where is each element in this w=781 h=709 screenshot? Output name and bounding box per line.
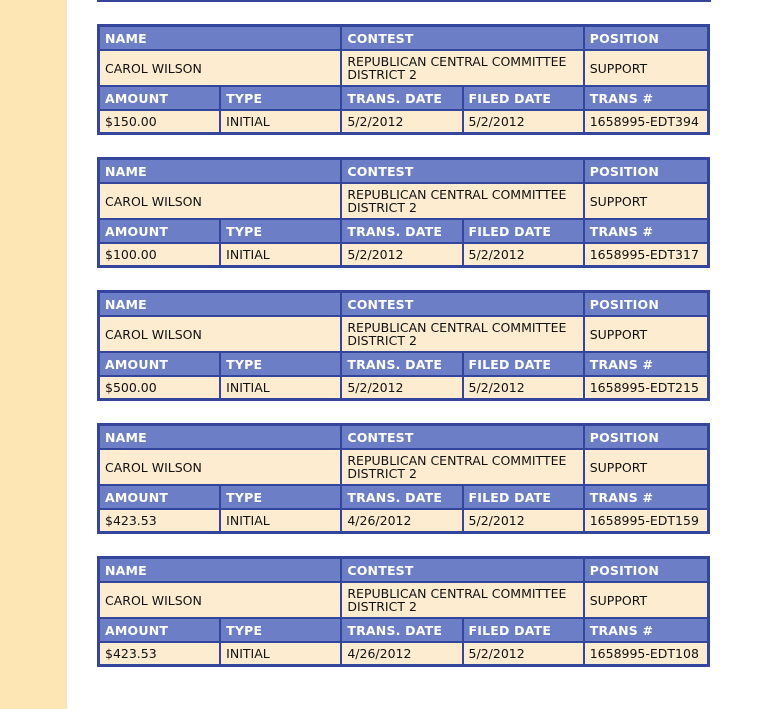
contest-name: REPUBLICAN CENTRAL COMMITTEE DISTRICT 2: [342, 450, 582, 484]
trans-num-value: 1658995-EDT159: [585, 510, 707, 531]
filed-date-value: 5/2/2012: [464, 510, 583, 531]
contribution-record: [97, 556, 710, 667]
contribution-record: [97, 290, 710, 401]
trans-date-header: TRANS. DATE: [342, 87, 461, 109]
record-header-row-2: [100, 353, 707, 375]
record-amount-row: [100, 510, 707, 531]
record-name-row: [100, 184, 707, 218]
record-header-row-2: [100, 87, 707, 109]
type-value: INITIAL: [221, 377, 340, 398]
position-header: POSITION: [585, 293, 707, 315]
amount-value: $500.00: [100, 377, 219, 398]
record-header-row-1: [100, 426, 707, 448]
trans-date-value: 5/2/2012: [342, 377, 461, 398]
type-value: INITIAL: [221, 111, 340, 132]
contest-header: CONTEST: [342, 27, 582, 49]
position-header: POSITION: [585, 426, 707, 448]
amount-header: AMOUNT: [100, 220, 219, 242]
main-content: [67, 0, 781, 709]
contributor-name: CAROL WILSON: [100, 51, 340, 85]
record-header-row-2: [100, 220, 707, 242]
name-header: NAME: [100, 160, 340, 182]
record-name-row: [100, 583, 707, 617]
record-name-row: [100, 51, 707, 85]
amount-header: AMOUNT: [100, 87, 219, 109]
trans-num-value: 1658995-EDT317: [585, 244, 707, 265]
contribution-record: [97, 24, 710, 135]
record-header-row-1: [100, 559, 707, 581]
trans-num-header: TRANS #: [585, 220, 707, 242]
trans-date-value: 4/26/2012: [342, 643, 461, 664]
trans-date-header: TRANS. DATE: [342, 353, 461, 375]
amount-value: $423.53: [100, 510, 219, 531]
amount-header: AMOUNT: [100, 353, 219, 375]
contest-name: REPUBLICAN CENTRAL COMMITTEE DISTRICT 2: [342, 317, 582, 351]
trans-num-header: TRANS #: [585, 619, 707, 641]
contribution-record: [97, 423, 710, 534]
type-header: TYPE: [221, 486, 340, 508]
amount-header: AMOUNT: [100, 619, 219, 641]
contributor-name: CAROL WILSON: [100, 583, 340, 617]
name-header: NAME: [100, 426, 340, 448]
trans-date-value: 5/2/2012: [342, 244, 461, 265]
trans-date-value: 4/26/2012: [342, 510, 461, 531]
filed-date-header: FILED DATE: [464, 87, 583, 109]
filed-date-value: 5/2/2012: [464, 244, 583, 265]
amount-value: $100.00: [100, 244, 219, 265]
position-value: SUPPORT: [585, 184, 707, 218]
name-header: NAME: [100, 559, 340, 581]
contribution-record: [97, 157, 710, 268]
trans-num-value: 1658995-EDT215: [585, 377, 707, 398]
contest-name: REPUBLICAN CENTRAL COMMITTEE DISTRICT 2: [342, 51, 582, 85]
filed-date-header: FILED DATE: [464, 353, 583, 375]
record-header-row-1: [100, 293, 707, 315]
top-divider: [97, 0, 711, 2]
record-header-row-1: [100, 27, 707, 49]
type-header: TYPE: [221, 87, 340, 109]
type-header: TYPE: [221, 353, 340, 375]
contributor-name: CAROL WILSON: [100, 184, 340, 218]
type-value: INITIAL: [221, 244, 340, 265]
record-amount-row: [100, 111, 707, 132]
amount-header: AMOUNT: [100, 486, 219, 508]
record-header-row-1: [100, 160, 707, 182]
trans-num-header: TRANS #: [585, 486, 707, 508]
filed-date-value: 5/2/2012: [464, 377, 583, 398]
contribution-records: [97, 24, 710, 689]
filed-date-value: 5/2/2012: [464, 643, 583, 664]
position-header: POSITION: [585, 160, 707, 182]
record-header-row-2: [100, 486, 707, 508]
position-header: POSITION: [585, 559, 707, 581]
record-header-row-2: [100, 619, 707, 641]
type-value: INITIAL: [221, 643, 340, 664]
contributor-name: CAROL WILSON: [100, 317, 340, 351]
record-amount-row: [100, 643, 707, 664]
trans-date-header: TRANS. DATE: [342, 220, 461, 242]
filed-date-header: FILED DATE: [464, 619, 583, 641]
amount-value: $150.00: [100, 111, 219, 132]
record-amount-row: [100, 377, 707, 398]
contest-header: CONTEST: [342, 160, 582, 182]
filed-date-header: FILED DATE: [464, 220, 583, 242]
filed-date-value: 5/2/2012: [464, 111, 583, 132]
type-header: TYPE: [221, 619, 340, 641]
name-header: NAME: [100, 293, 340, 315]
type-value: INITIAL: [221, 510, 340, 531]
contest-name: REPUBLICAN CENTRAL COMMITTEE DISTRICT 2: [342, 184, 582, 218]
left-margin-strip: [0, 0, 67, 709]
trans-num-value: 1658995-EDT108: [585, 643, 707, 664]
contributor-name: CAROL WILSON: [100, 450, 340, 484]
contest-name: REPUBLICAN CENTRAL COMMITTEE DISTRICT 2: [342, 583, 582, 617]
trans-num-header: TRANS #: [585, 87, 707, 109]
trans-date-header: TRANS. DATE: [342, 619, 461, 641]
trans-num-value: 1658995-EDT394: [585, 111, 707, 132]
position-value: SUPPORT: [585, 51, 707, 85]
record-name-row: [100, 317, 707, 351]
trans-num-header: TRANS #: [585, 353, 707, 375]
contest-header: CONTEST: [342, 293, 582, 315]
contest-header: CONTEST: [342, 426, 582, 448]
position-header: POSITION: [585, 27, 707, 49]
record-name-row: [100, 450, 707, 484]
trans-date-value: 5/2/2012: [342, 111, 461, 132]
position-value: SUPPORT: [585, 450, 707, 484]
position-value: SUPPORT: [585, 583, 707, 617]
position-value: SUPPORT: [585, 317, 707, 351]
trans-date-header: TRANS. DATE: [342, 486, 461, 508]
record-amount-row: [100, 244, 707, 265]
amount-value: $423.53: [100, 643, 219, 664]
contest-header: CONTEST: [342, 559, 582, 581]
name-header: NAME: [100, 27, 340, 49]
filed-date-header: FILED DATE: [464, 486, 583, 508]
type-header: TYPE: [221, 220, 340, 242]
